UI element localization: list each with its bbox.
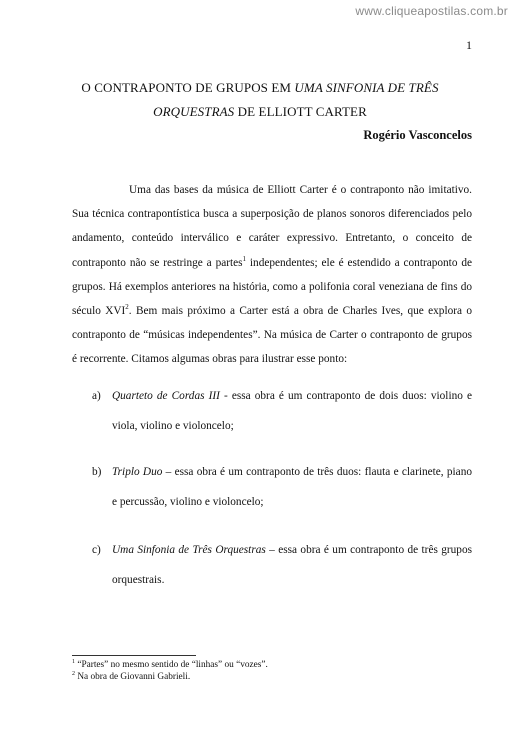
work-title: Uma Sinfonia de Três Orquestras (112, 544, 266, 556)
title-work-italic: UMA SINFONIA DE TRÊS (294, 80, 439, 95)
paragraph-text: . Bem mais próximo a Carter está a obra de Charles Ives, que explora o contraponto de “músicas independentes”. Na música de Carter o contraponto de grupos é recorrente. Citamos algumas obras para ilustrar esse ponto: (72, 305, 473, 366)
list-item-body (112, 457, 472, 517)
work-title: Quarteto de Cordas III (112, 390, 220, 402)
footnote-2 (72, 672, 190, 683)
work-title: Triplo Duo (112, 466, 163, 478)
page-number: 1 (466, 38, 472, 52)
list-item (92, 535, 472, 595)
title-work-italic: ORQUESTRAS (153, 104, 235, 119)
paragraph-text: Uma das bases da música de Elliott Carter é o contraponto não imitativo. Sua técnica contrapontística busca a superposição de planos sonoros diferenciados pelo andamento, conteúdo interválico e caráter expressivo. Entretanto, o conceito de contraponto não se restringe a partes (72, 184, 472, 269)
list-item-text: – essa obra é um contraponto de três grupos orquestrais. (112, 544, 472, 586)
footnote-text: Na obra de Giovanni Gabrieli. (75, 672, 191, 682)
footnote-1 (72, 660, 268, 671)
footnote-text: “Partes” no mesmo sentido de “linhas” ou “vozes”. (75, 660, 268, 670)
site-watermark: www.cliqueapostilas.com.br (355, 4, 508, 18)
footnote-ref-1[interactable]: 1 (242, 254, 247, 263)
body-paragraph (72, 178, 472, 372)
list-marker: a) (92, 390, 101, 402)
list-item-body (112, 381, 472, 441)
list-item-text: - essa obra é um contraponto de dois duos: violino e viola, violino e violoncelo; (112, 390, 472, 432)
footnote-ref-2[interactable]: 2 (125, 303, 129, 312)
author-name: Rogério Vasconcelos (363, 128, 472, 142)
title-line-1 (0, 80, 520, 96)
list-item-text: – essa obra é um contraponto de três duos: flauta e clarinete, piano e percussão, violino e violoncelo; (112, 466, 472, 508)
paragraph-text: independentes; ele é estendido a contraponto de grupos. Há exemplos anteriores na história, como a polifonia coral veneziana de fins do século XVI (72, 256, 473, 318)
title-text: DE ELLIOTT CARTER (234, 104, 367, 119)
list-marker: b) (92, 466, 102, 478)
list-item (92, 381, 472, 441)
footnote-number: 2 (72, 670, 75, 677)
footnote-divider (72, 655, 196, 656)
footnote-number: 1 (72, 658, 75, 665)
title-line-2 (0, 104, 520, 120)
title-text: O CONTRAPONTO DE GRUPOS EM (81, 80, 295, 95)
list-marker: c) (92, 544, 101, 556)
list-item-body (112, 535, 472, 595)
list-item (92, 457, 472, 517)
